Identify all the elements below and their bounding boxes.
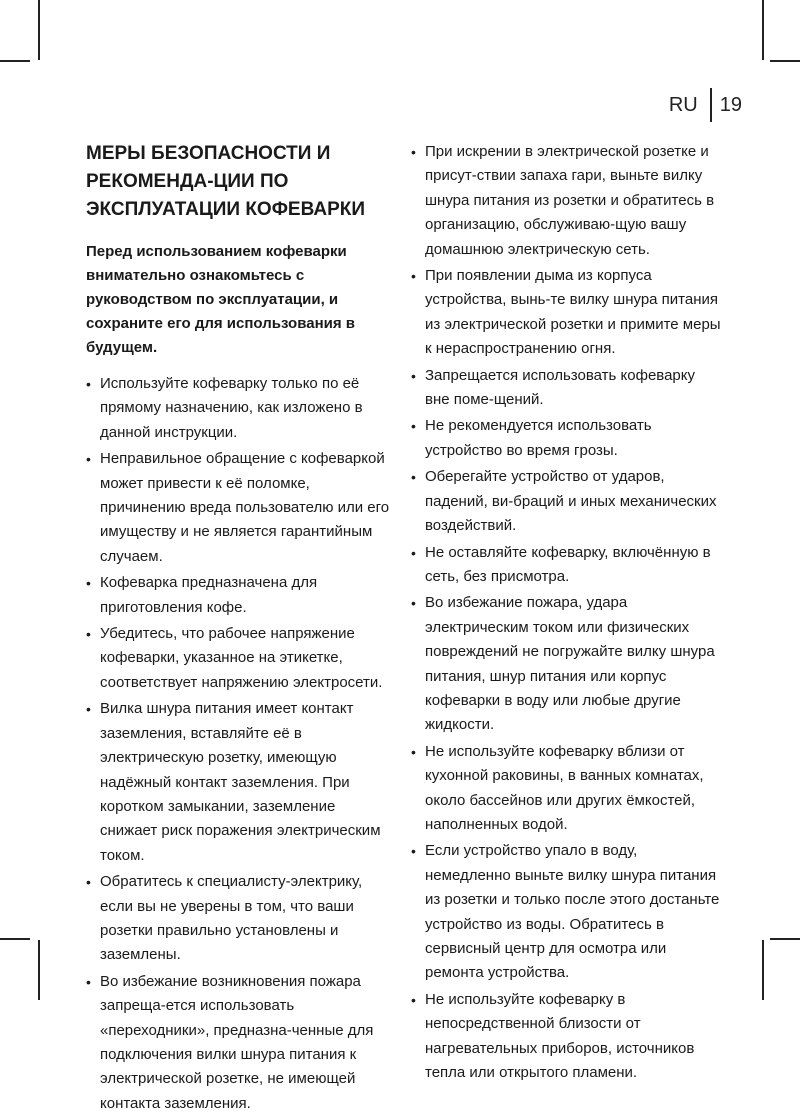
crop-mark [0, 938, 30, 940]
list-item: • Кофеварка предназначена для приготовления кофе. [86, 571, 390, 620]
list-item: • Обратитесь к специалисту-электрику, если вы не уверены в том, что ваши розетки правильно установлены и заземлены. [86, 870, 390, 968]
list-item: • Используйте кофеварку только по её прямому назначению, как изложено в данной инструкции. [86, 372, 390, 445]
crop-mark [38, 940, 40, 1000]
list-item: • Неправильное обращение с кофеваркой может привести к её поломке, причинению вреда пользователю или его имуществу и не является гарантийным случаем. [86, 447, 390, 569]
list-item: • Не рекомендуется использовать устройство во время грозы. [411, 414, 721, 463]
left-column [86, 140, 390, 1118]
list-item: • Не используйте кофеварку вблизи от кухонной раковины, в ванных комнатах, около бассейнов или других ёмкостей, наполненных водой. [411, 740, 721, 838]
safety-list-right [411, 140, 721, 1085]
list-item: • Запрещается использовать кофеварку вне поме-щений. [411, 364, 721, 413]
crop-mark [38, 0, 40, 60]
crop-mark [0, 60, 30, 62]
crop-mark [770, 938, 800, 940]
intro-paragraph: Перед использованием кофеварки внимательно ознакомьтесь с руководством по эксплуатации, и сохраните его для использования в будущем. [86, 243, 356, 356]
list-item: • Не оставляйте кофеварку, включённую в сеть, без присмотра. [411, 541, 721, 590]
page-number: 19 [719, 93, 742, 116]
crop-mark [762, 0, 764, 60]
language-code: RU [668, 93, 698, 116]
list-item: • Во избежание пожара, удара электрическим током или физических повреждений не погружайте вилку шнура питания, шнур питания или корпус кофеварки в воду или любые другие жидкости. [411, 591, 721, 737]
list-item: • При искрении в электрической розетке и присут-ствии запаха гари, выньте вилку шнура питания из розетки и обратитесь в организацию, обслуживаю-щую вашу домашнюю электрическую сеть. [411, 140, 721, 262]
list-item: • При появлении дыма из корпуса устройства, вынь-те вилку шнура питания из электрической розетки и примите меры к нераспространению огня. [411, 264, 721, 362]
list-item: • Не используйте кофеварку в непосредственной близости от нагревательных приборов, источников тепла или открытого пламени. [411, 988, 721, 1086]
crop-mark [762, 940, 764, 1000]
list-item: • Оберегайте устройство от ударов, падений, ви-браций и иных механических воздействий. [411, 465, 721, 538]
page-title: МЕРЫ БЕЗОПАСНОСТИ И РЕКОМЕНДА-ЦИИ ПО ЭКСПЛУАТАЦИИ КОФЕВАРКИ [86, 143, 366, 220]
list-item: • Вилка шнура питания имеет контакт заземления, вставляйте её в электрическую розетку, имеющую надёжный контакт заземления. При коротком замыкании, заземление снижает риск поражения электрическим током. [86, 697, 390, 868]
list-item: • Убедитесь, что рабочее напряжение кофеварки, указанное на этикетке, соответствует напряжению электросети. [86, 622, 390, 695]
list-item: • Во избежание возникновения пожара запреща-ется использовать «переходники», предназна-ченные для подключения вилки шнура питания к электрической розетке, не имеющей контакта заземления. [86, 970, 390, 1116]
page-header [669, 88, 742, 122]
list-item: • Если устройство упало в воду, немедленно выньте вилку шнура питания из розетки и только после этого достаньте устройство из воды. Обратитесь в сервисный центр для осмотра или ремонта устройства. [411, 839, 721, 985]
safety-list-left [86, 372, 390, 1116]
crop-mark [770, 60, 800, 62]
right-column [411, 140, 721, 1087]
